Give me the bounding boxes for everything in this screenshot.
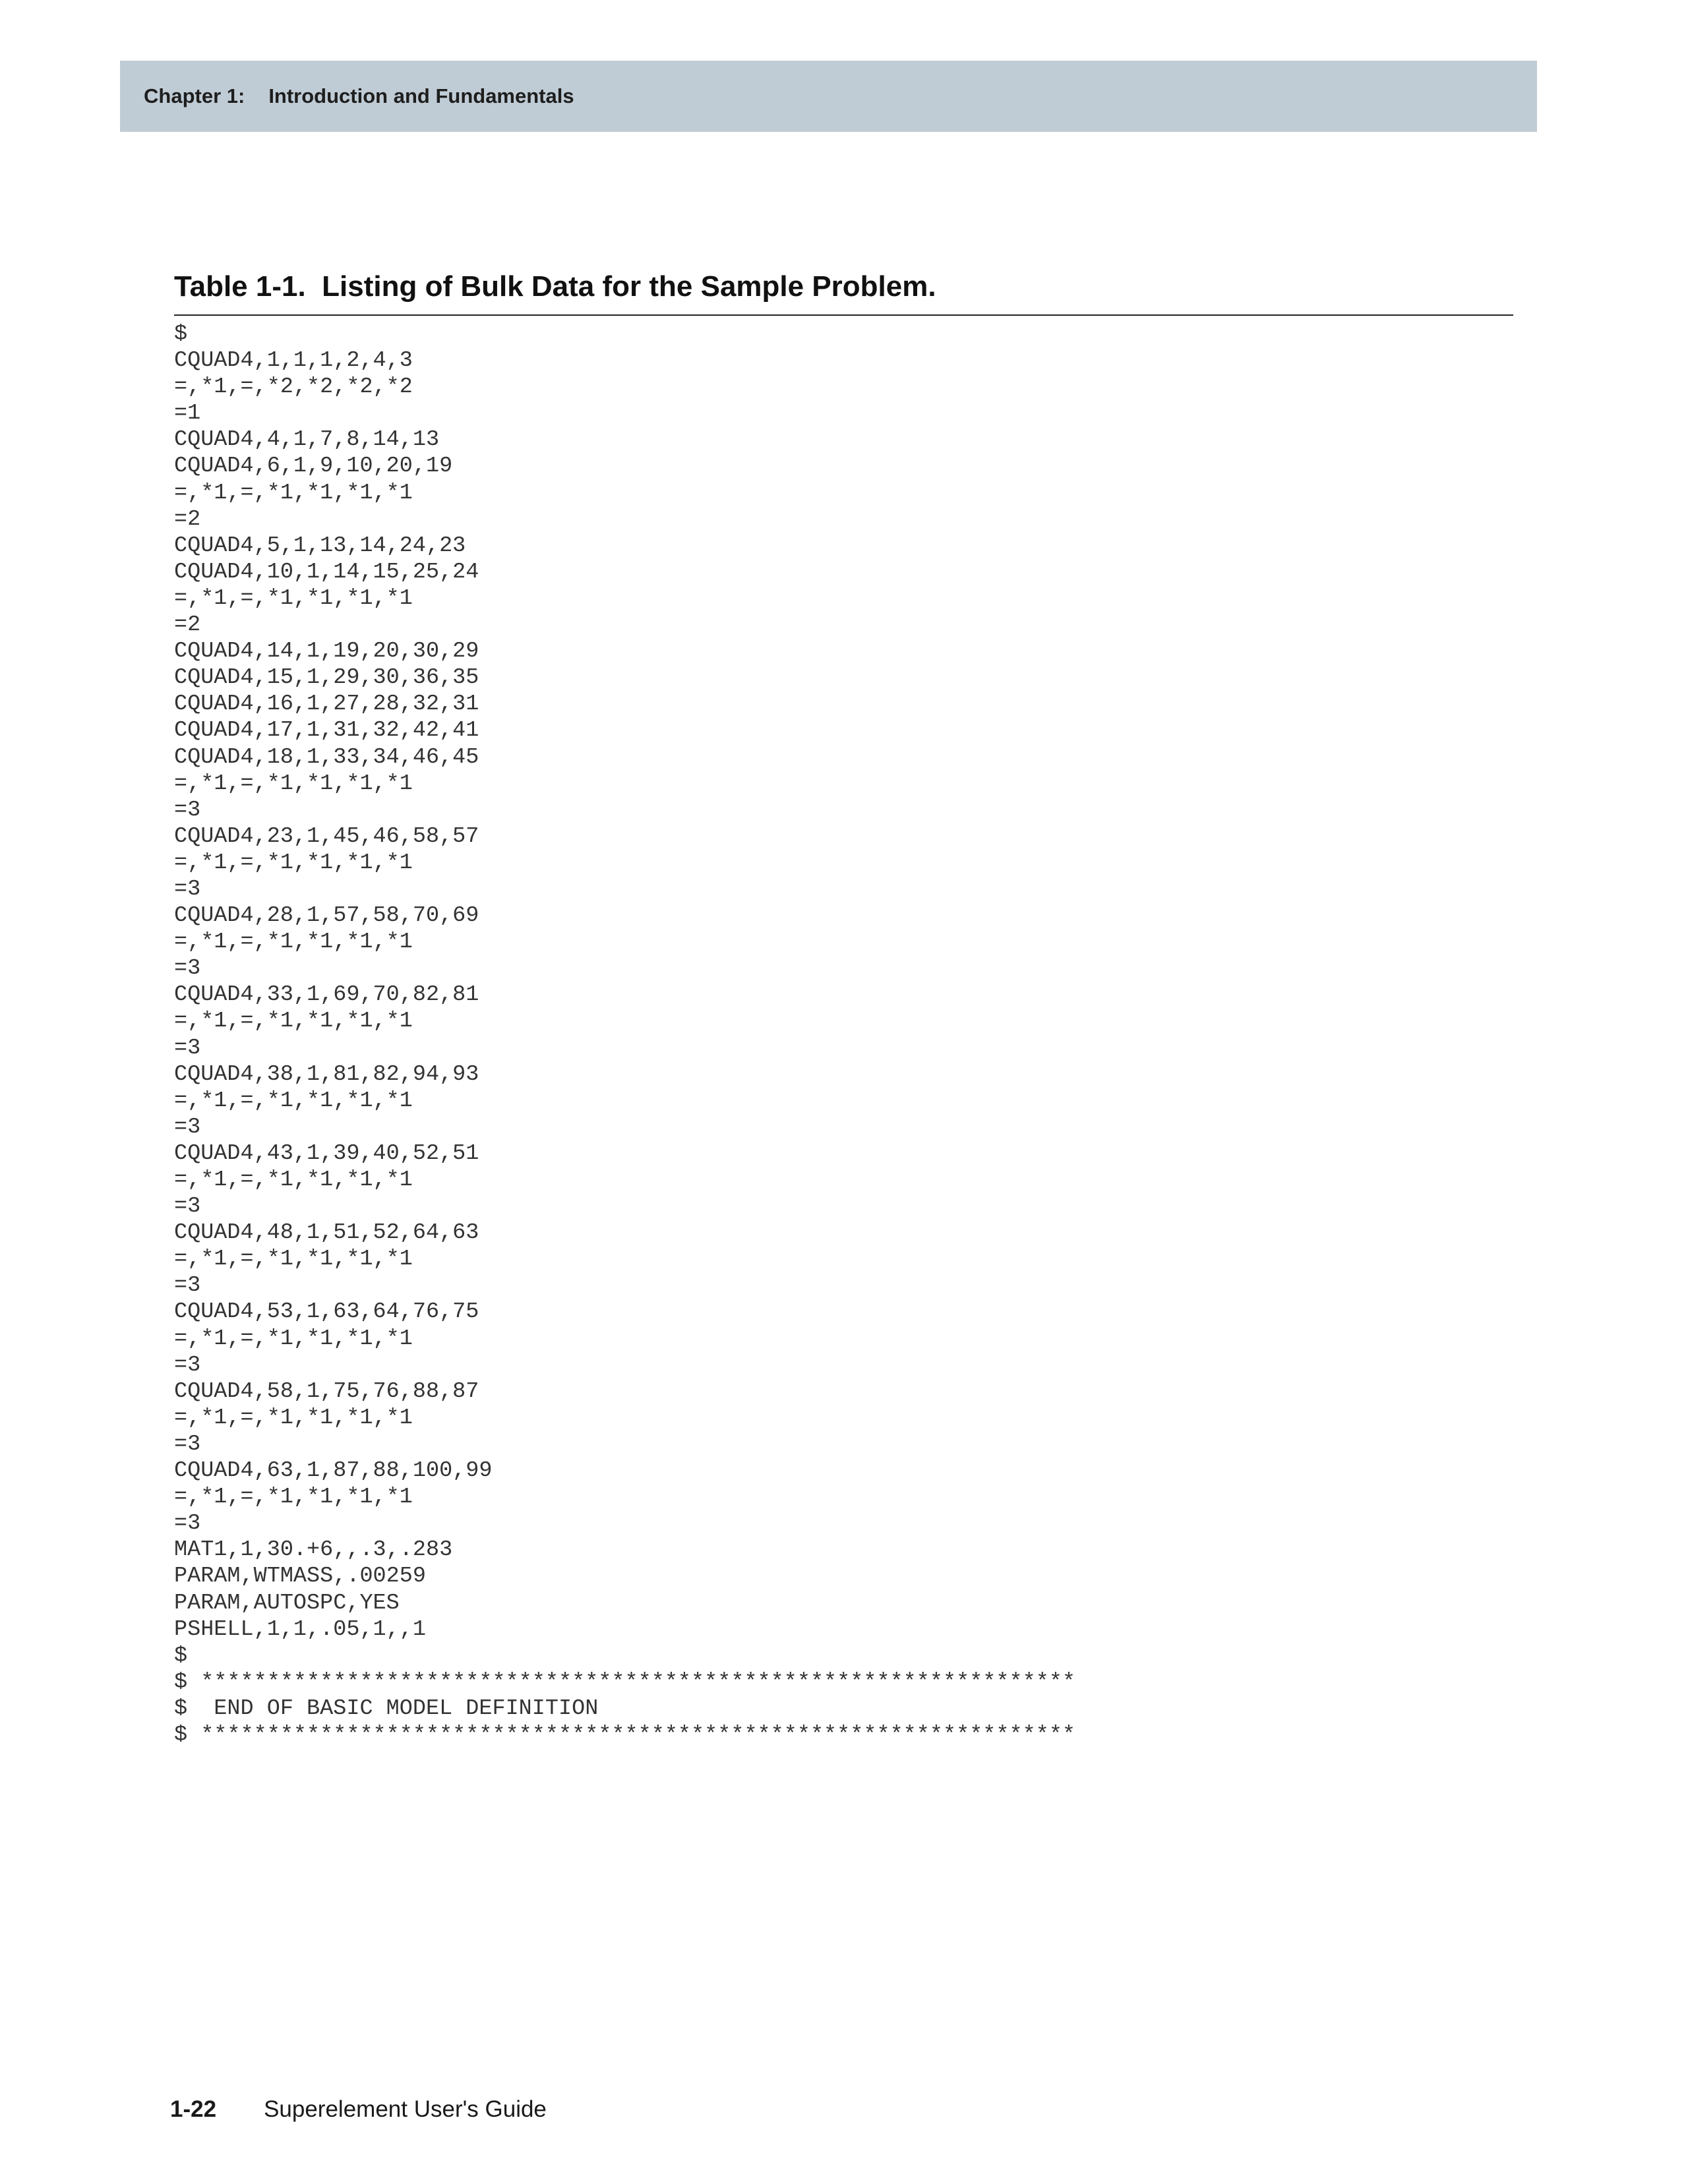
listing-line: =3 [174, 1194, 201, 1220]
listing-line: =,*1,=,*1,*1,*1,*1 [174, 1088, 413, 1113]
listing-line: CQUAD4,33,1,69,70,82,81 [174, 982, 479, 1008]
listing-line: CQUAD4,38,1,81,82,94,93 [174, 1061, 479, 1087]
chapter-header-band [120, 61, 1537, 132]
listing-line: =,*1,=,*1,*1,*1,*1 [174, 1167, 413, 1193]
listing-line: $ ****************************************************************** [174, 1669, 1076, 1695]
listing-line: $ [174, 322, 188, 347]
listing-line: =3 [174, 1511, 201, 1537]
listing-line: =3 [174, 1035, 201, 1061]
listing-line: CQUAD4,28,1,57,58,70,69 [174, 903, 479, 929]
listing-line: PARAM,WTMASS,.00259 [174, 1564, 426, 1589]
caption-divider [174, 314, 1513, 316]
listing-line: CQUAD4,43,1,39,40,52,51 [174, 1140, 479, 1166]
listing-line: PARAM,AUTOSPC,YES [174, 1590, 400, 1616]
listing-line: =,*1,=,*1,*1,*1,*1 [174, 1326, 413, 1351]
listing-line: $ END OF BASIC MODEL DEFINITION [174, 1696, 599, 1721]
listing-line: $ ****************************************************************** [174, 1722, 1076, 1748]
listing-line: =3 [174, 1431, 201, 1457]
listing-line: =,*1,=,*1,*1,*1,*1 [174, 1009, 413, 1034]
listing-line: CQUAD4,17,1,31,32,42,41 [174, 718, 479, 744]
page-number: 1-22 [170, 2096, 217, 2122]
listing-line: CQUAD4,16,1,27,28,32,31 [174, 692, 479, 717]
guide-title: Superelement User's Guide [264, 2096, 547, 2122]
listing-line: CQUAD4,48,1,51,52,64,63 [174, 1220, 479, 1246]
listing-line: =,*1,=,*1,*1,*1,*1 [174, 771, 413, 796]
listing-line: CQUAD4,23,1,45,46,58,57 [174, 823, 479, 849]
listing-line: =3 [174, 876, 201, 902]
chapter-title: Introduction and Fundamentals [268, 84, 574, 107]
chapter-label: Chapter 1: [144, 84, 245, 107]
listing-line: =,*1,=,*1,*1,*1,*1 [174, 480, 413, 506]
listing-line: CQUAD4,4,1,7,8,14,13 [174, 427, 440, 453]
listing-line: CQUAD4,10,1,14,15,25,24 [174, 559, 479, 585]
listing-line: =3 [174, 1114, 201, 1140]
listing-line: CQUAD4,18,1,33,34,46,45 [174, 744, 479, 770]
page-footer [170, 2096, 547, 2123]
listing-line: MAT1,1,30.+6,,.3,.283 [174, 1537, 453, 1563]
listing-line: CQUAD4,5,1,13,14,24,23 [174, 533, 466, 558]
listing-line: $ [174, 1643, 188, 1668]
listing-line: =3 [174, 797, 201, 823]
listing-line: CQUAD4,63,1,87,88,100,99 [174, 1458, 493, 1484]
listing-line: =,*1,=,*1,*1,*1,*1 [174, 850, 413, 875]
listing-line: =,*1,=,*1,*1,*1,*1 [174, 1247, 413, 1272]
listing-line: =3 [174, 956, 201, 982]
bulk-data-listing [174, 321, 1075, 1748]
table-caption: Table 1-1. Listing of Bulk Data for the Sample Problem. [174, 270, 936, 303]
listing-line: CQUAD4,1,1,1,2,4,3 [174, 348, 413, 374]
listing-line: =2 [174, 612, 201, 638]
listing-line: =,*1,=,*1,*1,*1,*1 [174, 1485, 413, 1510]
listing-line: =3 [174, 1352, 201, 1378]
listing-line: =2 [174, 506, 201, 532]
listing-line: CQUAD4,58,1,75,76,88,87 [174, 1378, 479, 1404]
listing-line: CQUAD4,15,1,29,30,36,35 [174, 665, 479, 691]
listing-line: PSHELL,1,1,.05,1,,1 [174, 1616, 426, 1642]
listing-line: =,*1,=,*1,*1,*1,*1 [174, 585, 413, 611]
listing-line: CQUAD4,53,1,63,64,76,75 [174, 1299, 479, 1325]
listing-line: CQUAD4,6,1,9,10,20,19 [174, 454, 453, 479]
listing-line: =1 [174, 401, 201, 427]
listing-line: =,*1,=,*2,*2,*2,*2 [174, 374, 413, 400]
listing-line: =3 [174, 1273, 201, 1299]
listing-line: =,*1,=,*1,*1,*1,*1 [174, 1405, 413, 1431]
listing-line: =,*1,=,*1,*1,*1,*1 [174, 930, 413, 955]
listing-line: CQUAD4,14,1,19,20,30,29 [174, 639, 479, 664]
